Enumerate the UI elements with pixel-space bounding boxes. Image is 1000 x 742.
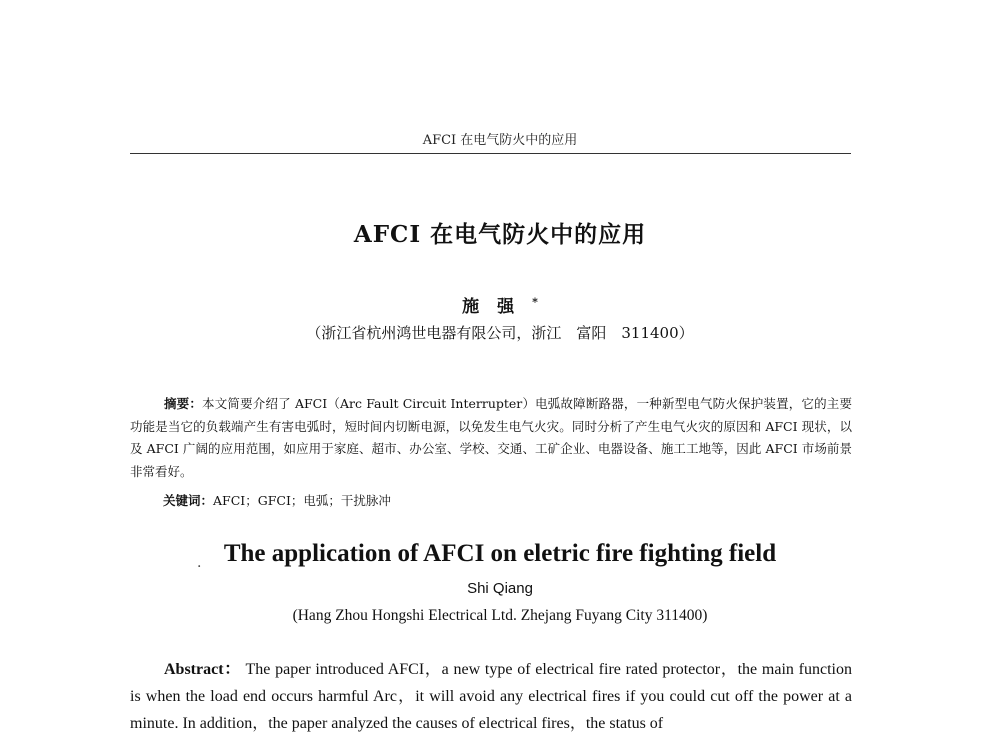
author-footnote-mark: * [532,295,538,309]
author-en: Shi Qiang [467,580,533,597]
abstract-label-en: Abstract： [164,661,242,678]
author-name-cn: 施强 [462,297,533,317]
header-rule [130,153,851,154]
abstract-text-cn: 本文简要介绍了 AFCI（Arc Fault Circuit Interrupter）电弧故障断路器，一种新型电气防火保护装置，它的主要功能是当它的负载端产生有害电弧时，短时间内切断电源，以免发生电气火灾。同时分析了产生电气火灾的原因和 AFCI 现状，以及 AFCI 广阔的应用范围，如应用于家庭、超市、办公室、学校、交通、工矿企业、电器设备、施工工地等，因此 AFCI 市场前景非常看好。 [130,396,852,479]
keywords-text-cn: AFCI；GFCI；电弧；干扰脉冲 [213,493,391,508]
running-head: AFCI 在电气防火中的应用 [422,133,578,148]
affiliation-en: (Hang Zhou Hongshi Electrical Ltd. Zhejang Fuyang City 311400) [292,607,708,624]
keywords-cn [163,490,853,512]
stray-mark: · [197,559,202,575]
paper-title-en: The application of AFCI on eletric fire fighting field [223,540,777,567]
abstract-text-en: The paper introduced AFCI，a new type of electrical fire rated protector，the main function is when the load end occurs harmful Arc，it will avoid any electrical fires if you could cut off the power at a minute. In addition，the paper analyzed the causes of electrical fires，the status of [130,661,852,732]
author-cn [0,292,1000,317]
abstract-cn [130,393,852,483]
abstract-en [130,656,852,737]
affiliation-cn: （浙江省杭州鸿世电器有限公司，浙江 富阳 311400） [306,324,694,342]
paper-title-cn: AFCI 在电气防火中的应用 [353,221,647,248]
abstract-label-cn: 摘要： [164,396,203,411]
keywords-label-cn: 关键词： [163,493,214,508]
